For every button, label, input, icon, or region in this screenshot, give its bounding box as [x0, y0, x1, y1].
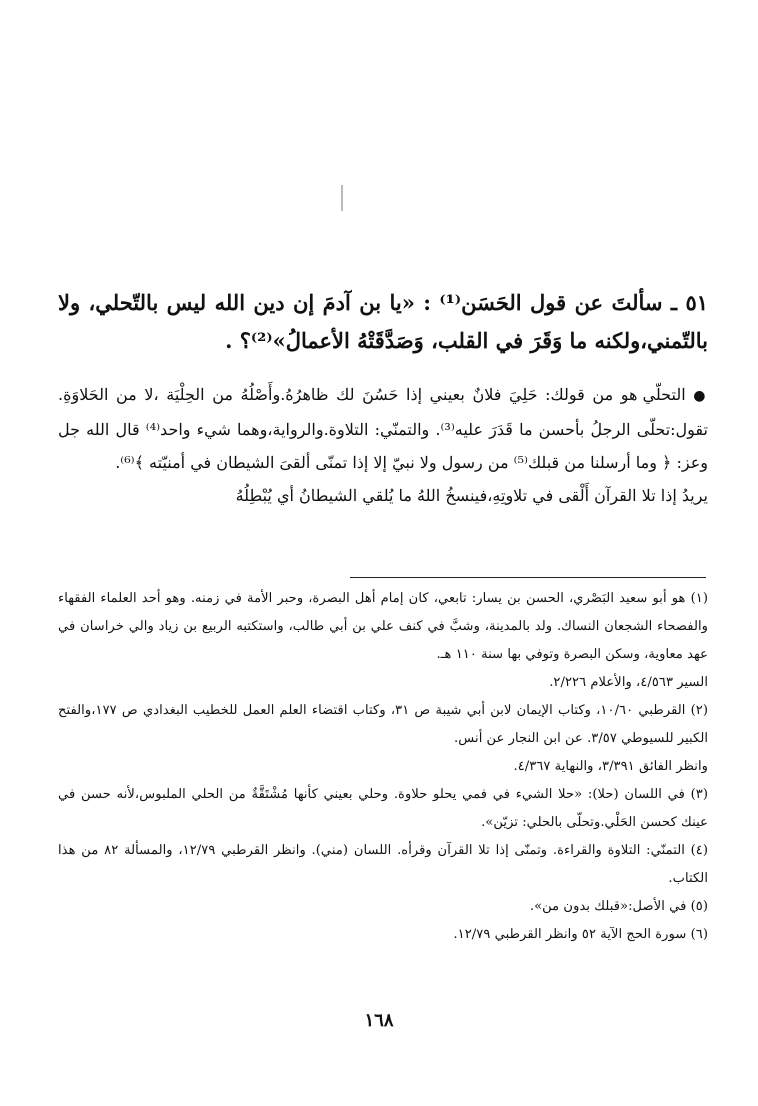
scan-mark — [341, 185, 343, 211]
footnote-1: (١) هو أبو سعيد البَصْري، الحسن بن يسار: تابعي، كان إمام أهل البصرة، وحبر الأمة في زمنه. وهو أحد العلماء الفقهاء والفصحاء الشجعان النساك. ولد بالمدينة، وشبَّ في كنف علي بن أبي طالب، واستكتبه الربيع بن زياد والي خراسان في عهد معاوية، وسكن البصرة وتوفي بها سنة ١١٠ هـ. السير ٤/٥٦٣، والأعلام ٢/٢٢٦. — [58, 591, 708, 690]
footnote-divider — [350, 577, 706, 578]
footnotes — [58, 585, 708, 949]
answer-text-1: التحلّي هو من قولك: حَلِيَ فلانٌ بعيني إذا حَسُنَ لك ظاهرُهُ.وأَصْلُهُ من الحِلْيَة ،لا من الحَلاوَةِ. تقول:تحلّى الرجلُ بأحسن ما قَدَرَ عليه⁽³⁾. والتمنّي: التلاوة.والرواية،وهما شيء واحد⁽⁴⁾ قال الله جل وعز: ﴿ وما أرسلنا من قبلك⁽⁵⁾ من رسول ولا نبيّ إلا إذا تمنّى ألقىَ الشيطان في أمنيّته ﴾⁽⁶⁾. — [58, 385, 708, 472]
answer-paragraph-2 — [58, 479, 708, 512]
footnote-3: (٣) في اللسان (حلا): «حلا الشيء في فمي يحلو حلاوة. وحلي بعيني كأنها مُشْتَقَّةٌ من الحلي الملبوس،لأنه حسن في عينك كحسن الحَلْي.وتحلّى بالحلي: تزيّن». — [58, 787, 708, 830]
footnote-2: (٢) القرطبي ١٠/٦٠، وكتاب الإيمان لابن أبي شيبة ص ٣١، وكتاب اقتضاء العلم العمل للخطيب البغدادي ص ١٧٧،والفتح الكبير للسيوطي ٣/٥٧. عن ابن النجار عن أنس. وانظر الفائق ٣/٣٩١، والنهاية ٤/٣٦٧. — [58, 703, 708, 774]
answer-text-2: يريدُ إذا تلا القرآن أَلْقى في تلاوتِهِ،فينسخُ اللهُ ما يُلقي الشيطانُ أي يُبْطِلُهُ — [235, 486, 708, 505]
answer-paragraph-1 — [58, 378, 708, 479]
footnote-4: (٤) التمنّي: التلاوة والقراءة. وتمنّى إذا تلا القرآن وقرأه. اللسان (مني). وانظر القرطبي ١٢/٧٩، والمسألة ٨٢ من هذا الكتاب. — [58, 843, 709, 886]
page-number: ١٦٨ — [364, 1010, 394, 1031]
question-heading — [58, 284, 708, 360]
question-text: ٥١ ـ سألتَ عن قول الحَسَن⁽¹⁾ : «يا بن آدمَ إن دين الله ليس بالتّحلي، ولا بالتّمني،ولكنه ما وَقَرَ في القلب، وَصَدَّقَتْهُ الأعمالُ»⁽²⁾؟ . — [58, 290, 708, 353]
answer-body — [58, 378, 708, 512]
footnote-5: (٥) في الأصل:«قبلك بدون من». — [529, 899, 708, 914]
footnote-6: (٦) سورة الحج الآية ٥٢ وانظر القرطبي ١٢/٧٩. — [453, 927, 708, 942]
bullet-icon: ● — [693, 388, 709, 404]
